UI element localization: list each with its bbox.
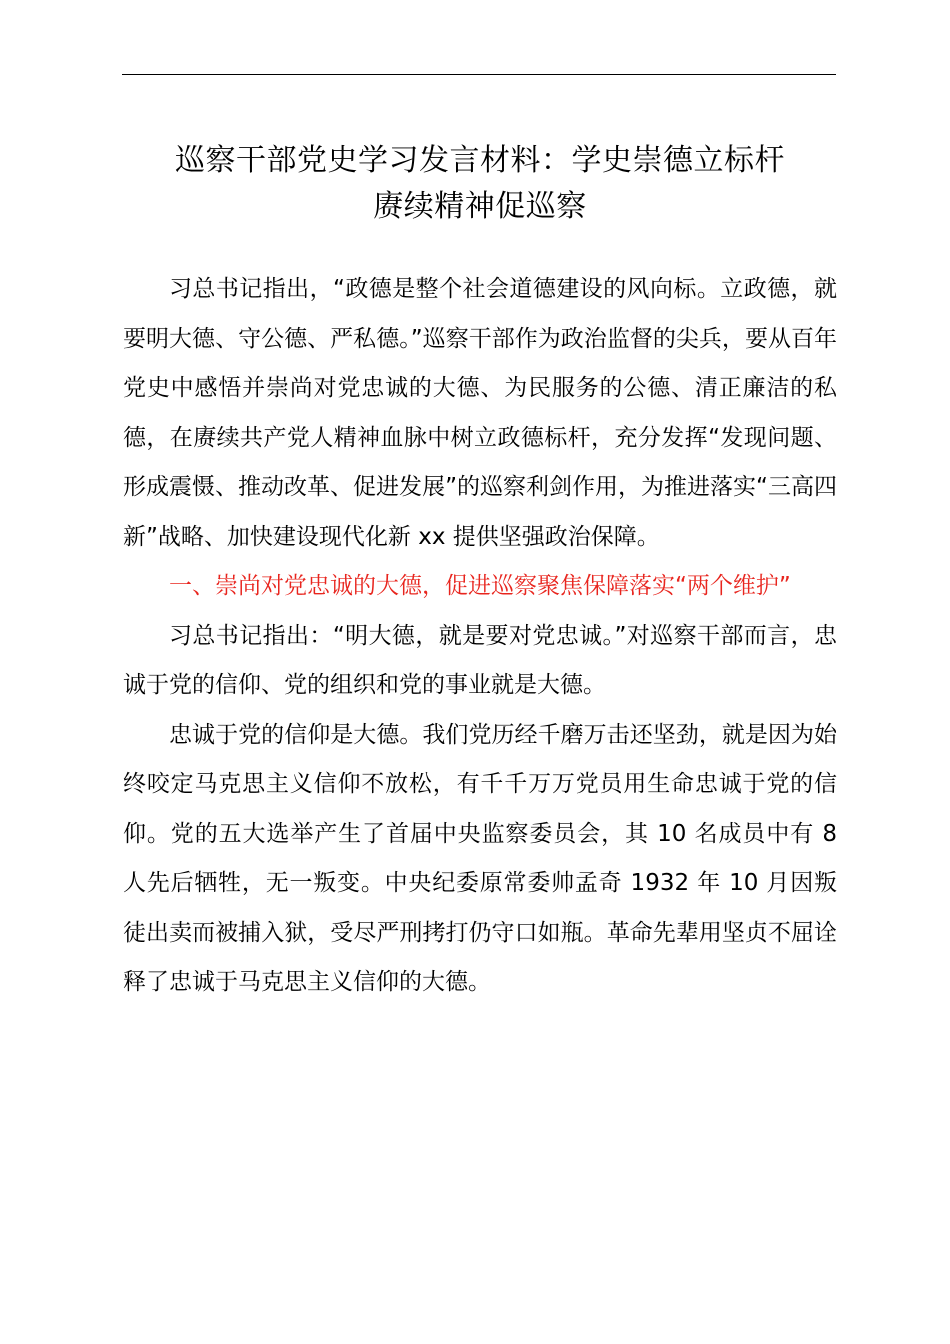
section1-paragraph-1: 习总书记指出：“明大德，就是要对党忠诚。”对巡察干部而言，忠诚于党的信仰、党的组织和党的事业就是大德。 [123,622,837,698]
title-line-2: 赓续精神促巡察 [373,189,587,224]
title-line-1: 巡察干部党史学习发言材料：学史崇德立标杆 [175,143,785,178]
document-title [90,138,870,230]
section-heading-1: 一、崇尚对党忠诚的大德，促进巡察聚焦保障落实“两个维护” [169,573,791,599]
intro-paragraph: 习总书记指出，“政德是整个社会道德建设的风向标。立政德，就要明大德、守公德、严私德。”巡察干部作为政治监督的尖兵，要从百年党史中感悟并崇尚对党忠诚的大德、为民服务的公德、清正廉洁的私德，在赓续共产党人精神血脉中树立政德标杆，充分发挥“发现问题、形成震慑、推动改革、促进发展”的巡察利剑作用，为推进落实“三高四新”战略、加快建设现代化新 xx 提供坚强政治保障。 [123,276,837,550]
section1-paragraph-2: 忠诚于党的信仰是大德。我们党历经千磨万击还坚劲，就是因为始终咬定马克思主义信仰不放松，有千千万万党员用生命忠诚于党的信仰。党的五大选举产生了首届中央监察委员会，其 10 名成员中有 8 人先后牺牲，无一叛变。中央纪委原常委帅孟奇 1932 年 10 月因叛徒出卖而被捕入狱，受尽严刑拷打仍守口如瓶。革命先辈用坚贞不屈诠释了忠诚于马克思主义信仰的大德。 [123,721,837,995]
header-rule [122,74,836,75]
document-body [123,265,837,1008]
